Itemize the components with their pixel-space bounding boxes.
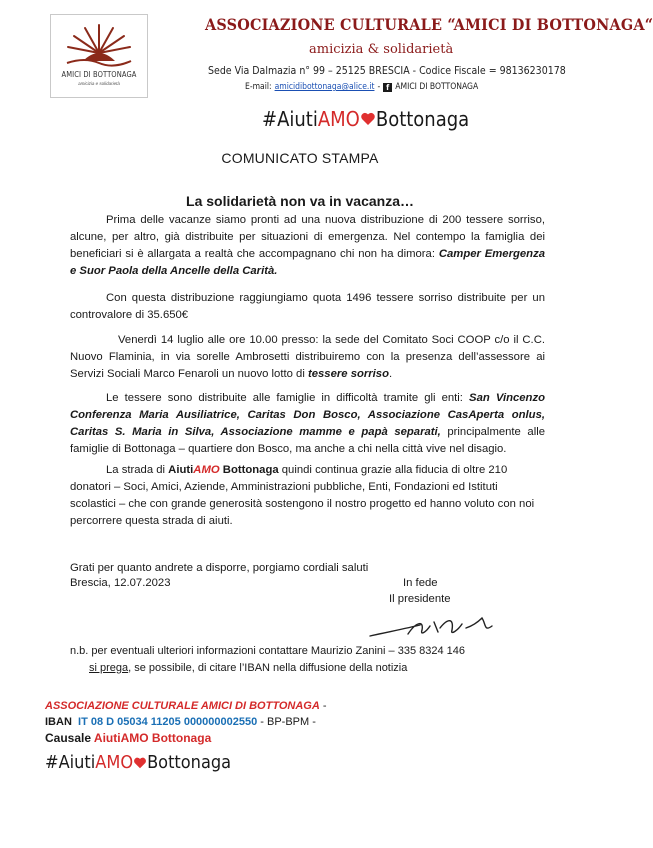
p5-bottonaga: Bottonaga	[219, 464, 279, 476]
org-title: ASSOCIAZIONE CULTURALE “AMICI DI BOTTONAGA“	[205, 15, 653, 34]
p1-beneficiaries: Camper Emergenza e Suor Paola della Ancelle della Carità.	[70, 248, 546, 277]
paragraph-1	[70, 212, 545, 280]
p5-amo: AMO	[193, 464, 220, 476]
p5-end: quindi continua grazie alla fiducia di oltre 210 donatori – Soci, Amici, Aziende, Amministrazioni pubbliche, Enti, Fondazioni ed Istituti scolastici – che con grande generosità sostengono il nostro progetto ed hanno voluto con noi percorrere questa strada di aiuti.	[70, 464, 535, 527]
paragraph-5	[70, 462, 545, 530]
iban-line	[45, 716, 316, 728]
city-date: Brescia, 12.07.2023	[70, 577, 171, 589]
si-prega-rest: , se possibile, di citare l’IBAN nella diffusione della notizia	[128, 662, 408, 674]
facebook-icon: f	[383, 83, 392, 92]
org-address: Sede Via Dalmazia n° 99 – 25125 BRESCIA - Codice Fiscale = 98136230178	[208, 65, 566, 77]
footer-org	[45, 700, 327, 712]
p3-end: .	[389, 368, 393, 380]
hashtag-prefix: #Aiuti	[45, 752, 96, 773]
iban-value: IT 08 D 05034 11205 000000002550	[78, 716, 258, 728]
footer-org-name: ASSOCIAZIONE CULTURALE AMICI DI BOTTONAGA	[45, 700, 320, 712]
facebook-page-link[interactable]: AMICI DI BOTTONAGA	[395, 82, 479, 92]
hashtag-amo: AMO	[95, 752, 134, 773]
in-fede: In fede	[403, 577, 438, 589]
email-label: E-mail:	[245, 82, 272, 92]
contact-note: n.b. per eventuali ulteriori informazioni contattare Maurizio Zanini – 335 8324 146	[70, 645, 466, 657]
president-label: Il presidente	[389, 593, 451, 605]
org-tagline: amicizia & solidarietà	[309, 42, 454, 57]
footer-org-dash: -	[319, 700, 327, 712]
p2-text: Con questa distribuzione raggiungiamo quota 1496 tessere sorriso distribuite per un controvalore di 35.650€	[70, 292, 545, 321]
causale-value: AiutiAMO Bottonaga	[93, 731, 212, 745]
logo-name: AMICI DI BOTTONAGA	[61, 70, 137, 79]
press-release-title: COMUNICATO STAMPA	[221, 150, 379, 166]
p4-end: principalmente alle famiglie di Bottonaga – quartiere don Bosco, ma anche a chi nella città vive nel disagio.	[70, 426, 545, 455]
hashtag-footer	[45, 752, 231, 773]
heart-icon	[360, 111, 376, 127]
sun-logo-icon	[65, 21, 133, 67]
p4-entities: San Vincenzo Conferenza Maria Ausiliatrice, Caritas Don Bosco, Associazione CasAperta onlus, Caritas S. Maria in Silva, Associazione mamme e papà separati,	[70, 392, 545, 438]
paragraph-4	[70, 390, 545, 458]
iban-bank: - BP-BPM -	[257, 716, 316, 728]
p4-text: Le tessere sono distribuite alle famiglie in difficoltà tramite gli enti:	[106, 392, 470, 404]
iban-request	[89, 662, 407, 674]
iban-label: IBAN	[45, 716, 72, 728]
closing-line: Grati per quanto andrete a disporre, porgiamo cordiali saluti	[70, 562, 369, 574]
p3-text: Venerdì 14 luglio alle ore 10.00 presso: la sede del Comitato Soci COOP c/o il C.C. Nuovo Flaminia, in via sorelle Ambrosetti distribuiremo con la presenza dell’assessore ai Servizi Sociali Marco Fenaroli un nuovo lotto di	[70, 334, 545, 380]
hashtag-prefix: #Aiuti	[262, 107, 318, 131]
p5-start: La strada di	[106, 464, 169, 476]
email-link[interactable]: amicidibottonaga@alice.it	[274, 82, 375, 92]
headline: La solidarietà non va in vacanza…	[186, 193, 414, 209]
hashtag-banner	[262, 107, 469, 131]
logo-subtitle: amicizia e solidarietà	[78, 81, 120, 86]
causale-label: Causale	[45, 731, 94, 745]
p1-text: Prima delle vacanze siamo pronti ad una nuova distribuzione di 200 tessere sorriso, alcune, per altro, già distribuite per situazioni di emergenza. Nel contempo la famiglia dei beneficiari si è allargata a realtà che accompagnano chi non ha dimora:	[70, 214, 545, 260]
contact-line	[245, 82, 478, 92]
p3-cards: tessere sorriso	[307, 368, 389, 380]
separator: -	[377, 82, 381, 92]
president-signature	[368, 608, 498, 640]
paragraph-2	[70, 290, 545, 324]
si-prega-underlined: si prega	[89, 662, 129, 674]
hashtag-suffix: Bottonaga	[147, 752, 232, 773]
paragraph-3	[70, 332, 545, 383]
p5-aiuti: Aiuti	[168, 464, 194, 476]
hashtag-amo: AMO	[317, 107, 360, 131]
association-logo	[50, 14, 148, 98]
hashtag-suffix: Bottonaga	[375, 107, 470, 131]
causale-line	[45, 731, 211, 745]
heart-icon	[133, 756, 147, 770]
